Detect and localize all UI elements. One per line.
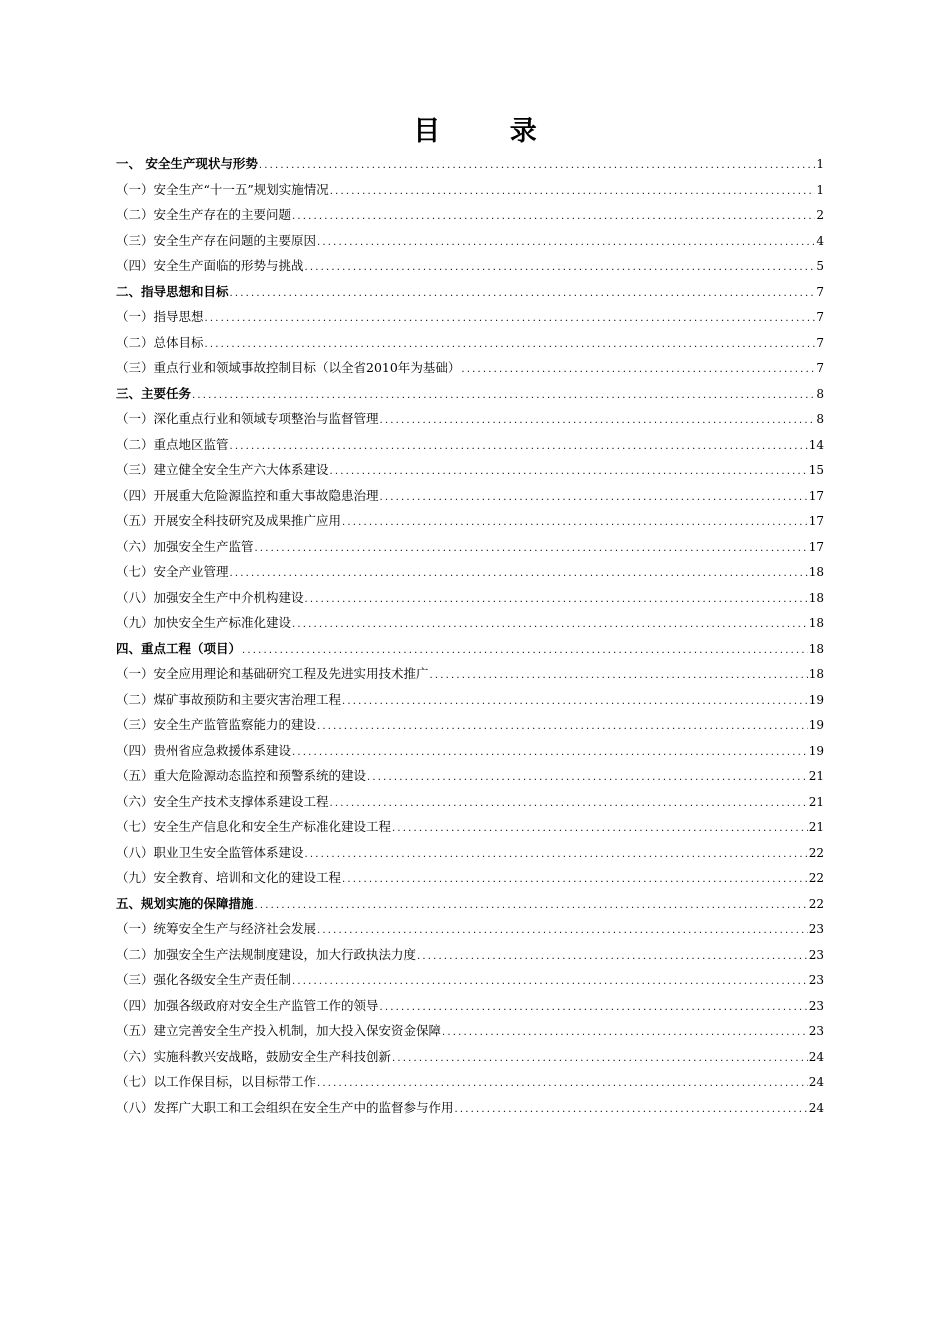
toc-dot-leader bbox=[455, 1097, 808, 1121]
toc-page-number: 18 bbox=[808, 590, 824, 605]
toc-page-number: 19 bbox=[808, 692, 824, 707]
toc-section-heading[interactable] bbox=[116, 151, 824, 177]
toc-dot-leader bbox=[417, 944, 808, 968]
toc-subsection-item[interactable] bbox=[116, 228, 824, 254]
toc-page-number: 17 bbox=[808, 514, 824, 528]
toc-subsection-item[interactable] bbox=[116, 1095, 824, 1121]
toc-subsection-item[interactable] bbox=[116, 763, 824, 789]
toc-entry-text: （四）贵州省应急救援体系建设 bbox=[116, 742, 292, 758]
toc-entry-text: （三）安全生产监管监察能力的建设 bbox=[116, 717, 317, 732]
toc-entry-text: （二）总体目标 bbox=[116, 334, 204, 350]
toc-subsection-item[interactable] bbox=[116, 712, 824, 738]
toc-dot-leader bbox=[380, 408, 816, 432]
toc-subsection-item[interactable] bbox=[116, 865, 824, 891]
toc-dot-leader bbox=[242, 638, 808, 662]
toc-entry-text: （五）建立完善安全生产投入机制，加大投入保安资金保障 bbox=[116, 1023, 442, 1038]
toc-entry-text: （七）安全产业管理 bbox=[116, 564, 229, 579]
toc-dot-leader bbox=[230, 561, 808, 585]
toc-subsection-item[interactable] bbox=[116, 534, 824, 560]
toc-subsection-item[interactable] bbox=[116, 687, 824, 713]
toc-dot-leader bbox=[230, 281, 816, 305]
toc-entry-text: （八）职业卫生安全监管体系建设 bbox=[116, 844, 304, 860]
toc-subsection-item[interactable] bbox=[116, 585, 824, 611]
toc-dot-leader bbox=[292, 612, 808, 636]
toc-entry-text: （五）开展安全科技研究及成果推广应用 bbox=[116, 513, 342, 528]
toc-subsection-item[interactable] bbox=[116, 177, 824, 203]
toc-page-number: 23 bbox=[808, 1024, 824, 1038]
toc-entry-text: （三）重点行业和领域事故控制目标（以全省2010年为基础） bbox=[116, 360, 461, 375]
toc-page-number: 7 bbox=[816, 310, 824, 324]
toc-entry-text: （九）加快安全生产标准化建设 bbox=[116, 615, 292, 630]
toc-page-number: 7 bbox=[816, 284, 824, 299]
toc-dot-leader bbox=[317, 1071, 808, 1095]
toc-list bbox=[116, 151, 824, 1120]
toc-dot-leader bbox=[317, 918, 808, 942]
toc-page-number: 17 bbox=[808, 488, 824, 503]
toc-page-number: 4 bbox=[816, 233, 824, 248]
toc-entry-text: 三、主要任务 bbox=[116, 385, 192, 401]
toc-dot-leader bbox=[205, 332, 816, 356]
toc-entry-text: （二）重点地区监管 bbox=[116, 436, 229, 452]
toc-page-number: 19 bbox=[808, 718, 824, 732]
toc-page-number: 8 bbox=[816, 386, 824, 401]
toc-entry-text: （七）以工作保目标，以目标带工作 bbox=[116, 1074, 317, 1089]
toc-subsection-item[interactable] bbox=[116, 457, 824, 483]
toc-entry-text: （九）安全教育、培训和文化的建设工程 bbox=[116, 870, 342, 885]
toc-subsection-item[interactable] bbox=[116, 610, 824, 636]
toc-subsection-item[interactable] bbox=[116, 508, 824, 534]
toc-subsection-item[interactable] bbox=[116, 432, 824, 458]
toc-subsection-item[interactable] bbox=[116, 355, 824, 381]
toc-dot-leader bbox=[292, 204, 815, 228]
toc-entry-text: （二）煤矿事故预防和主要灾害治理工程 bbox=[116, 691, 342, 707]
toc-subsection-item[interactable] bbox=[116, 738, 824, 764]
toc-entry-text: （六）安全生产技术支撑体系建设工程 bbox=[116, 793, 329, 809]
toc-page-number: 7 bbox=[816, 361, 824, 375]
toc-entry-text: （三）强化各级安全生产责任制 bbox=[116, 972, 292, 987]
toc-subsection-item[interactable] bbox=[116, 253, 824, 279]
toc-dot-leader bbox=[230, 434, 808, 458]
toc-page-number: 5 bbox=[816, 259, 824, 273]
toc-dot-leader bbox=[461, 357, 815, 381]
toc-page-number: 22 bbox=[808, 896, 824, 911]
toc-subsection-item[interactable] bbox=[116, 1018, 824, 1044]
toc-entry-text: （四）安全生产面临的形势与挑战 bbox=[116, 258, 304, 273]
toc-title: 目 录 bbox=[413, 116, 567, 147]
toc-entry-text: （四）加强各级政府对安全生产监管工作的领导 bbox=[116, 997, 379, 1013]
toc-section-heading[interactable] bbox=[116, 381, 824, 407]
toc-entry-text: （一）安全生产“十一五”规划实施情况 bbox=[116, 181, 329, 197]
toc-subsection-item[interactable] bbox=[116, 840, 824, 866]
toc-entry-text: （一）深化重点行业和领域专项整治与监督管理 bbox=[116, 411, 379, 426]
toc-section-heading[interactable] bbox=[116, 636, 824, 662]
toc-dot-leader bbox=[392, 1046, 808, 1070]
toc-dot-leader bbox=[317, 230, 815, 254]
toc-subsection-item[interactable] bbox=[116, 916, 824, 942]
toc-subsection-item[interactable] bbox=[116, 814, 824, 840]
toc-entry-text: （八）发挥广大职工和工会组织在安全生产中的监督参与作用 bbox=[116, 1099, 454, 1115]
toc-entry-text: （一）安全应用理论和基础研究工程及先进实用技术推广 bbox=[116, 666, 429, 681]
toc-section-heading[interactable] bbox=[116, 279, 824, 305]
toc-dot-leader bbox=[430, 663, 808, 687]
toc-dot-leader bbox=[442, 1020, 808, 1044]
toc-dot-leader bbox=[305, 842, 808, 866]
toc-dot-leader bbox=[255, 893, 808, 917]
toc-page-number: 19 bbox=[808, 743, 824, 758]
toc-entry-text: （三）安全生产存在问题的主要原因 bbox=[116, 232, 317, 248]
toc-subsection-item[interactable] bbox=[116, 967, 824, 993]
toc-page-number: 21 bbox=[808, 794, 824, 809]
toc-page-number: 17 bbox=[808, 539, 824, 554]
toc-dot-leader bbox=[367, 765, 808, 789]
toc-dot-leader bbox=[342, 689, 808, 713]
toc-dot-leader bbox=[330, 179, 816, 203]
toc-subsection-item[interactable] bbox=[116, 789, 824, 815]
toc-page-number: 15 bbox=[808, 463, 824, 477]
toc-subsection-item[interactable] bbox=[116, 942, 824, 968]
toc-page-number: 1 bbox=[816, 182, 824, 197]
toc-page-number: 23 bbox=[808, 922, 824, 936]
toc-entry-text: 五、规划实施的保障措施 bbox=[116, 895, 254, 911]
toc-entry-text: （五）重大危险源动态监控和预警系统的建设 bbox=[116, 768, 367, 783]
toc-subsection-item[interactable] bbox=[116, 304, 824, 330]
toc-page-number: 21 bbox=[808, 820, 824, 834]
toc-page-number: 18 bbox=[808, 565, 824, 579]
toc-dot-leader bbox=[205, 306, 816, 330]
toc-subsection-item[interactable] bbox=[116, 406, 824, 432]
toc-entry-text: （六）实施科教兴安战略，鼓励安全生产科技创新 bbox=[116, 1048, 392, 1064]
toc-dot-leader bbox=[342, 510, 808, 534]
toc-page-number: 24 bbox=[808, 1075, 824, 1089]
toc-page-number: 8 bbox=[816, 412, 824, 426]
toc-entry-text: （二）安全生产存在的主要问题 bbox=[116, 207, 292, 222]
toc-page-number: 23 bbox=[808, 973, 824, 987]
toc-page-number: 22 bbox=[808, 871, 824, 885]
toc-section-heading[interactable] bbox=[116, 891, 824, 917]
toc-dot-leader bbox=[330, 791, 808, 815]
toc-dot-leader bbox=[392, 816, 808, 840]
toc-subsection-item[interactable] bbox=[116, 330, 824, 356]
toc-dot-leader bbox=[192, 383, 815, 407]
toc-dot-leader bbox=[380, 485, 808, 509]
toc-entry-text: （四）开展重大危险源监控和重大事故隐患治理 bbox=[116, 487, 379, 503]
toc-dot-leader bbox=[342, 867, 808, 891]
toc-entry-text: （八）加强安全生产中介机构建设 bbox=[116, 589, 304, 605]
toc-dot-leader bbox=[292, 969, 808, 993]
toc-subsection-item[interactable] bbox=[116, 483, 824, 509]
toc-entry-text: 一、 安全生产现状与形势 bbox=[116, 156, 258, 171]
toc-subsection-item[interactable] bbox=[116, 661, 824, 687]
toc-entry-text: 二、指导思想和目标 bbox=[116, 283, 229, 299]
toc-page-number: 2 bbox=[816, 208, 824, 222]
toc-entry-text: （一）统筹安全生产与经济社会发展 bbox=[116, 921, 317, 936]
toc-dot-leader bbox=[255, 536, 808, 560]
toc-subsection-item[interactable] bbox=[116, 993, 824, 1019]
toc-dot-leader bbox=[330, 459, 808, 483]
toc-page-number: 23 bbox=[808, 947, 824, 962]
toc-subsection-item[interactable] bbox=[116, 559, 824, 585]
toc-subsection-item[interactable] bbox=[116, 202, 824, 228]
toc-entry-text: 四、重点工程（项目） bbox=[116, 640, 242, 656]
toc-dot-leader bbox=[380, 995, 808, 1019]
toc-page-number: 24 bbox=[808, 1100, 824, 1115]
toc-entry-text: （一）指导思想 bbox=[116, 309, 204, 324]
toc-dot-leader bbox=[259, 153, 816, 177]
toc-page-number: 7 bbox=[816, 335, 824, 350]
toc-subsection-item[interactable] bbox=[116, 1044, 824, 1070]
toc-page-number: 1 bbox=[816, 157, 824, 171]
toc-page-number: 18 bbox=[808, 616, 824, 630]
toc-dot-leader bbox=[317, 714, 808, 738]
toc-dot-leader bbox=[305, 255, 816, 279]
toc-page-number: 14 bbox=[808, 437, 824, 452]
toc-dot-leader bbox=[305, 587, 808, 611]
toc-dot-leader bbox=[292, 740, 808, 764]
toc-page-number: 23 bbox=[808, 998, 824, 1013]
toc-page-number: 21 bbox=[808, 769, 824, 783]
toc-page-number: 18 bbox=[808, 667, 824, 681]
toc-entry-text: （七）安全生产信息化和安全生产标准化建设工程 bbox=[116, 819, 392, 834]
toc-entry-text: （六）加强安全生产监管 bbox=[116, 538, 254, 554]
toc-page-number: 24 bbox=[808, 1049, 824, 1064]
toc-entry-text: （二）加强安全生产法规制度建设，加大行政执法力度 bbox=[116, 946, 417, 962]
toc-subsection-item[interactable] bbox=[116, 1069, 824, 1095]
toc-page-number: 18 bbox=[808, 641, 824, 656]
toc-entry-text: （三）建立健全安全生产六大体系建设 bbox=[116, 462, 329, 477]
toc-page-number: 22 bbox=[808, 845, 824, 860]
